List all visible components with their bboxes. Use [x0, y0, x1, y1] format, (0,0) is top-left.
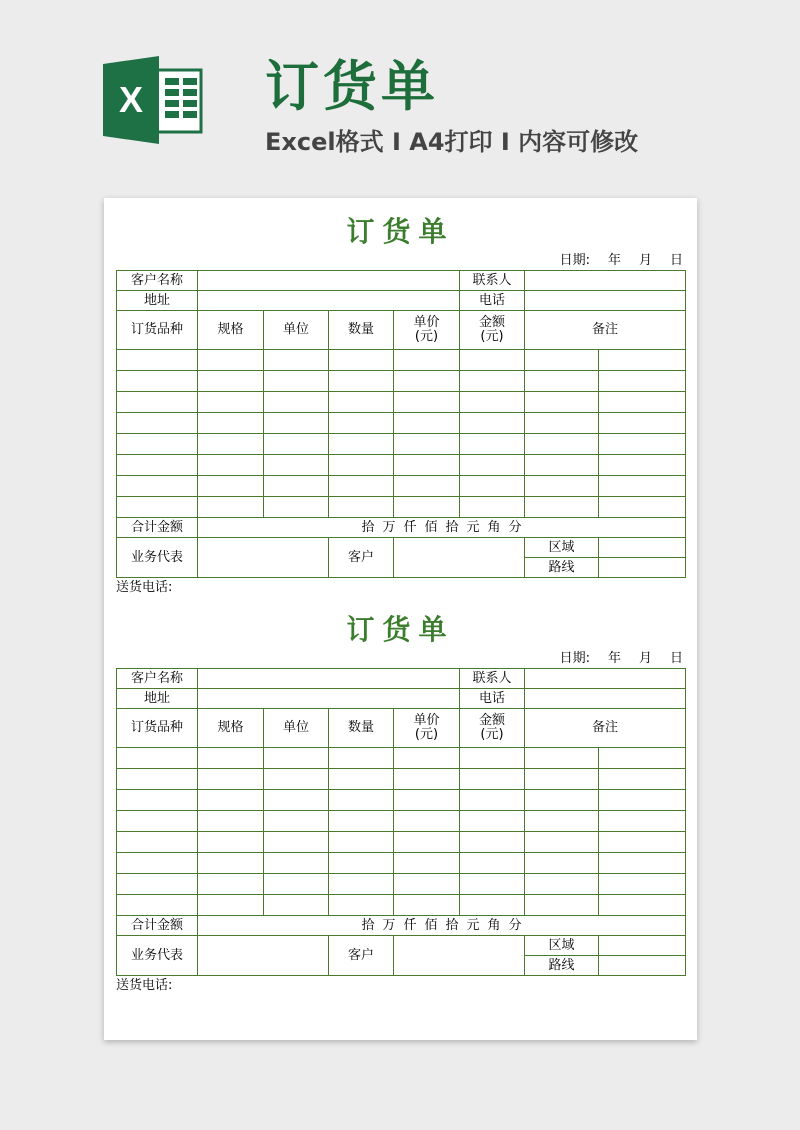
col-amount-line2: (元): [480, 329, 504, 344]
sales-rep-field[interactable]: [198, 936, 329, 976]
cell[interactable]: [394, 392, 460, 413]
address-field[interactable]: [198, 291, 460, 311]
address-label: 地址: [117, 291, 198, 311]
cell[interactable]: [198, 874, 264, 895]
cell[interactable]: [198, 434, 264, 455]
date-month: 月: [638, 253, 652, 268]
unit-jiao: 角: [487, 519, 501, 535]
unit-yuan: 元: [466, 519, 480, 535]
cell[interactable]: [329, 790, 394, 811]
region-field[interactable]: [599, 936, 686, 956]
phone-label: 电话: [460, 291, 525, 311]
col-qty: 数量: [329, 311, 394, 350]
cell[interactable]: [525, 790, 599, 811]
cell[interactable]: [264, 392, 329, 413]
cell[interactable]: [198, 455, 264, 476]
cell[interactable]: [460, 811, 525, 832]
cell[interactable]: [198, 895, 264, 916]
col-remark: 备注: [525, 709, 686, 748]
cell[interactable]: [264, 748, 329, 769]
cell[interactable]: [198, 392, 264, 413]
region-field[interactable]: [599, 538, 686, 558]
excel-icon: [103, 56, 203, 144]
cell[interactable]: [117, 790, 198, 811]
route-label: 路线: [525, 558, 599, 578]
total-label: 合计金额: [117, 518, 198, 538]
table-row: [117, 811, 686, 832]
cell[interactable]: [460, 434, 525, 455]
order-form-2: [116, 610, 685, 996]
cell[interactable]: [117, 853, 198, 874]
region-label: 区域: [525, 936, 599, 956]
cell[interactable]: [117, 392, 198, 413]
cell[interactable]: [394, 748, 460, 769]
cell[interactable]: [599, 413, 686, 434]
col-amount: [460, 311, 525, 350]
cell[interactable]: [198, 748, 264, 769]
cell[interactable]: [525, 455, 599, 476]
contact-field[interactable]: [525, 271, 686, 291]
customer-name-label: 客户名称: [117, 669, 198, 689]
col-price-line1: 单价: [413, 315, 440, 330]
cell[interactable]: [117, 832, 198, 853]
table-row: [117, 748, 686, 769]
cell[interactable]: [525, 392, 599, 413]
cell[interactable]: [394, 874, 460, 895]
unit-fen: 分: [508, 519, 522, 535]
cell[interactable]: [329, 392, 394, 413]
cell[interactable]: [460, 895, 525, 916]
cell[interactable]: [198, 832, 264, 853]
unit-shi2: 拾: [445, 519, 459, 535]
route-label: 路线: [525, 956, 599, 976]
cell[interactable]: [198, 853, 264, 874]
customer-label: 客户: [329, 538, 394, 578]
cell[interactable]: [599, 392, 686, 413]
cell[interactable]: [329, 350, 394, 371]
route-field[interactable]: [599, 558, 686, 578]
date-day: 日: [669, 651, 683, 666]
cell[interactable]: [264, 434, 329, 455]
cell[interactable]: [264, 497, 329, 518]
cell[interactable]: [117, 350, 198, 371]
date-row: [116, 650, 685, 668]
order-table: [116, 668, 686, 976]
cell[interactable]: [117, 476, 198, 497]
cell[interactable]: [525, 853, 599, 874]
col-price-line1: 单价: [413, 713, 440, 728]
cell[interactable]: [599, 853, 686, 874]
cell[interactable]: [460, 874, 525, 895]
cell[interactable]: [198, 769, 264, 790]
cell[interactable]: [460, 790, 525, 811]
cell[interactable]: [525, 413, 599, 434]
cell[interactable]: [264, 371, 329, 392]
col-amount-line2: (元): [480, 727, 504, 742]
total-units[interactable]: [198, 916, 686, 936]
cell[interactable]: [198, 350, 264, 371]
col-qty: 数量: [329, 709, 394, 748]
cell[interactable]: [394, 790, 460, 811]
cell[interactable]: [599, 769, 686, 790]
cell[interactable]: [264, 476, 329, 497]
cell[interactable]: [198, 497, 264, 518]
banner-title: 订货单: [265, 55, 439, 118]
date-year: 年: [607, 651, 621, 666]
cell[interactable]: [117, 895, 198, 916]
sales-rep-label: 业务代表: [117, 936, 198, 976]
cell[interactable]: [264, 769, 329, 790]
cell[interactable]: [329, 413, 394, 434]
col-spec: 规格: [198, 709, 264, 748]
table-row: [117, 476, 686, 497]
cell[interactable]: [525, 434, 599, 455]
unit-wan: 万: [382, 519, 396, 535]
unit-bai: 佰: [424, 519, 438, 535]
date-label: 日期:: [559, 253, 590, 268]
table-row: [117, 853, 686, 874]
col-remark: 备注: [525, 311, 686, 350]
cell[interactable]: [460, 413, 525, 434]
cell[interactable]: [460, 371, 525, 392]
unit-fen: 分: [508, 917, 522, 933]
cell[interactable]: [329, 769, 394, 790]
cell[interactable]: [525, 350, 599, 371]
cell[interactable]: [525, 895, 599, 916]
table-row: [117, 455, 686, 476]
col-amount: [460, 709, 525, 748]
cell[interactable]: [460, 392, 525, 413]
cell[interactable]: [460, 832, 525, 853]
table-row: [117, 371, 686, 392]
delivery-phone: 送货电话:: [116, 580, 173, 595]
route-field[interactable]: [599, 956, 686, 976]
contact-label: 联系人: [460, 271, 525, 291]
cell[interactable]: [264, 455, 329, 476]
cell[interactable]: [525, 769, 599, 790]
form-title: 订货单: [346, 613, 455, 646]
cell[interactable]: [264, 895, 329, 916]
cell[interactable]: [117, 769, 198, 790]
table-row: [117, 790, 686, 811]
cell[interactable]: [394, 476, 460, 497]
table-row: [117, 895, 686, 916]
total-units[interactable]: [198, 518, 686, 538]
unit-shi: 拾: [361, 917, 375, 933]
cell[interactable]: [599, 434, 686, 455]
cell[interactable]: [394, 832, 460, 853]
customer-field[interactable]: [394, 936, 525, 976]
cell[interactable]: [525, 832, 599, 853]
cell[interactable]: [460, 769, 525, 790]
col-product: 订货品种: [117, 311, 198, 350]
cell[interactable]: [460, 476, 525, 497]
col-amount-line1: 金额: [478, 315, 505, 330]
cell[interactable]: [117, 371, 198, 392]
cell[interactable]: [599, 874, 686, 895]
sales-rep-label: 业务代表: [117, 538, 198, 578]
cell[interactable]: [329, 476, 394, 497]
cell[interactable]: [264, 350, 329, 371]
cell[interactable]: [117, 748, 198, 769]
col-price-line2: (元): [414, 727, 439, 742]
date-row: [116, 252, 685, 270]
cell[interactable]: [394, 350, 460, 371]
cell[interactable]: [198, 476, 264, 497]
cell[interactable]: [117, 497, 198, 518]
cell[interactable]: [329, 497, 394, 518]
cell[interactable]: [394, 434, 460, 455]
form-title: 订货单: [346, 215, 455, 248]
cell[interactable]: [329, 895, 394, 916]
unit-bai: 佰: [424, 917, 438, 933]
cell[interactable]: [599, 497, 686, 518]
cell[interactable]: [329, 748, 394, 769]
date-day: 日: [669, 253, 683, 268]
cell[interactable]: [394, 455, 460, 476]
cell[interactable]: [599, 790, 686, 811]
cell[interactable]: [198, 413, 264, 434]
cell[interactable]: [264, 874, 329, 895]
col-price: [394, 311, 460, 350]
total-label: 合计金额: [117, 916, 198, 936]
col-spec: 规格: [198, 311, 264, 350]
contact-label: 联系人: [460, 669, 525, 689]
table-row: [117, 350, 686, 371]
cell[interactable]: [394, 413, 460, 434]
cell[interactable]: [264, 790, 329, 811]
cell[interactable]: [525, 748, 599, 769]
unit-yuan: 元: [466, 917, 480, 933]
cell[interactable]: [525, 371, 599, 392]
cell[interactable]: [394, 769, 460, 790]
cell[interactable]: [329, 455, 394, 476]
col-amount-line1: 金额: [478, 713, 505, 728]
cell[interactable]: [460, 853, 525, 874]
cell[interactable]: [394, 811, 460, 832]
customer-field[interactable]: [394, 538, 525, 578]
delivery-phone: 送货电话:: [116, 978, 173, 993]
cell[interactable]: [525, 497, 599, 518]
cell[interactable]: [394, 895, 460, 916]
table-row: [117, 874, 686, 895]
cell[interactable]: [329, 371, 394, 392]
cell[interactable]: [394, 853, 460, 874]
cell[interactable]: [599, 832, 686, 853]
address-field[interactable]: [198, 689, 460, 709]
cell[interactable]: [329, 434, 394, 455]
cell[interactable]: [599, 350, 686, 371]
order-table: [116, 270, 686, 578]
col-unit: 单位: [264, 709, 329, 748]
region-label: 区域: [525, 538, 599, 558]
cell[interactable]: [198, 371, 264, 392]
table-row: [117, 434, 686, 455]
date-label: 日期:: [559, 651, 590, 666]
table-row: [117, 413, 686, 434]
phone-field[interactable]: [525, 689, 686, 709]
cell[interactable]: [264, 832, 329, 853]
phone-field[interactable]: [525, 291, 686, 311]
cell[interactable]: [329, 874, 394, 895]
customer-name-field[interactable]: [198, 669, 460, 689]
cell[interactable]: [599, 455, 686, 476]
address-label: 地址: [117, 689, 198, 709]
customer-name-label: 客户名称: [117, 271, 198, 291]
cell[interactable]: [394, 497, 460, 518]
contact-field[interactable]: [525, 669, 686, 689]
col-price-line2: (元): [414, 329, 439, 344]
date-month: 月: [638, 651, 652, 666]
unit-shi2: 拾: [445, 917, 459, 933]
cell[interactable]: [460, 497, 525, 518]
cell[interactable]: [117, 434, 198, 455]
banner-subtitle: Excel格式 I A4打印 I 内容可修改: [265, 128, 639, 156]
cell[interactable]: [460, 748, 525, 769]
cell[interactable]: [599, 371, 686, 392]
cell[interactable]: [525, 476, 599, 497]
col-price: [394, 709, 460, 748]
cell[interactable]: [394, 371, 460, 392]
phone-label: 电话: [460, 689, 525, 709]
cell[interactable]: [599, 811, 686, 832]
unit-qian: 仟: [403, 519, 417, 535]
col-unit: 单位: [264, 311, 329, 350]
cell[interactable]: [460, 350, 525, 371]
table-row: [117, 392, 686, 413]
cell[interactable]: [460, 455, 525, 476]
cell[interactable]: [599, 476, 686, 497]
cell[interactable]: [264, 413, 329, 434]
cell[interactable]: [264, 853, 329, 874]
col-product: 订货品种: [117, 709, 198, 748]
customer-name-field[interactable]: [198, 271, 460, 291]
cell[interactable]: [599, 895, 686, 916]
cell[interactable]: [329, 811, 394, 832]
customer-label: 客户: [329, 936, 394, 976]
date-year: 年: [607, 253, 621, 268]
unit-jiao: 角: [487, 917, 501, 933]
cell[interactable]: [117, 874, 198, 895]
cell[interactable]: [525, 811, 599, 832]
cell[interactable]: [525, 874, 599, 895]
cell[interactable]: [329, 832, 394, 853]
cell[interactable]: [329, 853, 394, 874]
unit-wan: 万: [382, 917, 396, 933]
unit-qian: 仟: [403, 917, 417, 933]
cell[interactable]: [599, 748, 686, 769]
cell[interactable]: [264, 811, 329, 832]
order-form-1: [116, 212, 685, 598]
cell[interactable]: [198, 811, 264, 832]
table-row: [117, 832, 686, 853]
unit-shi: 拾: [361, 519, 375, 535]
cell[interactable]: [117, 455, 198, 476]
paper-sheet: [104, 198, 697, 1040]
sales-rep-field[interactable]: [198, 538, 329, 578]
cell[interactable]: [198, 790, 264, 811]
cell[interactable]: [117, 413, 198, 434]
table-row: [117, 769, 686, 790]
table-row: [117, 497, 686, 518]
cell[interactable]: [117, 811, 198, 832]
excel-letter: X: [118, 79, 144, 120]
